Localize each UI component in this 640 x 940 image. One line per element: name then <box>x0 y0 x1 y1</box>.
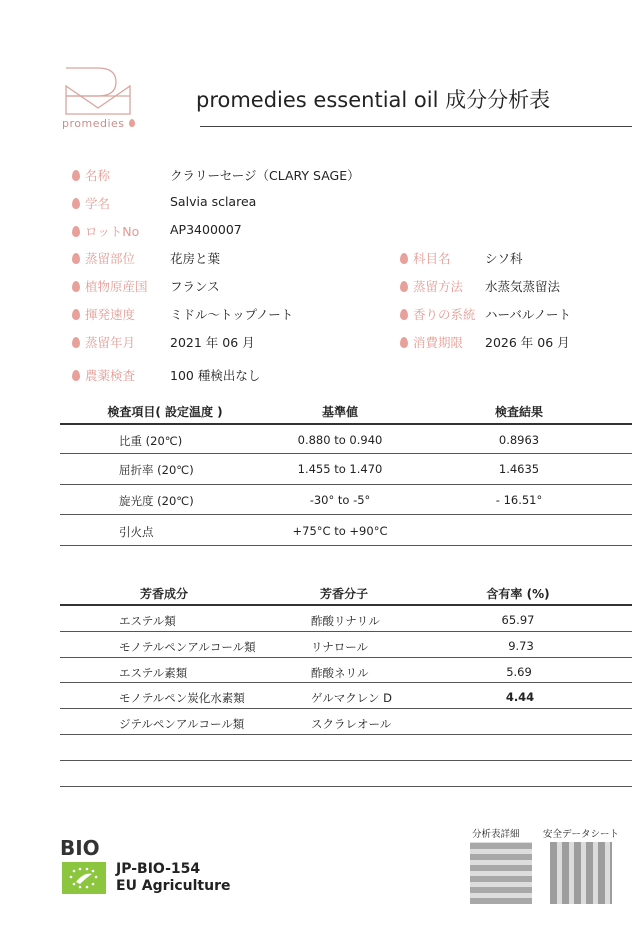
drop-icon <box>72 370 80 381</box>
drop-icon <box>72 198 80 209</box>
field-value-pesticide: 100 種検出なし <box>170 368 261 383</box>
eu-organic-leaf-icon <box>62 862 106 894</box>
table-cell: 1.455 to 1.470 <box>297 462 383 476</box>
table-cell: -30° to -5° <box>309 493 371 507</box>
field-value-name: クラリーセージ（CLARY SAGE） <box>170 168 360 183</box>
table-divider <box>60 514 632 515</box>
field-label-distill-date: 蒸留年月 <box>72 333 135 351</box>
field-label-origin: 植物原産国 <box>72 277 148 295</box>
bio-certification-code <box>116 861 231 895</box>
table-divider <box>60 786 632 787</box>
table-cell: 引火点 <box>119 525 154 539</box>
bio-code: JP-BIO-154 <box>116 861 201 877</box>
inspection-header-result: 検査結果 <box>494 405 544 419</box>
table-cell: 比重 (20℃) <box>119 434 183 448</box>
table-cell: 0.880 to 0.940 <box>297 433 383 447</box>
table-cell: 4.44 <box>505 690 535 704</box>
table-divider <box>60 423 632 425</box>
field-value-method: 水蒸気蒸留法 <box>485 279 561 294</box>
aroma-header-content: 含有率 (%) <box>486 587 550 601</box>
inspection-header-item: 検査項目( 設定温度 ) <box>107 405 223 419</box>
drop-icon <box>400 281 408 292</box>
field-label-family: 科目名 <box>400 249 451 267</box>
field-label-pesticide: 農薬検査 <box>72 366 135 384</box>
table-cell: モノテルペン炭化水素類 <box>119 691 245 705</box>
table-divider <box>60 604 632 606</box>
field-value-lot: AP3400007 <box>170 222 242 237</box>
field-label-name: 名称 <box>72 166 110 184</box>
table-cell: エステル類 <box>119 614 176 628</box>
field-label-lot: ロットNo <box>72 222 139 240</box>
table-divider <box>60 453 632 454</box>
table-cell: 酢酸ネリル <box>311 666 369 680</box>
table-cell: 屈折率 (20℃) <box>119 463 194 477</box>
drop-icon <box>400 309 408 320</box>
title-divider <box>200 126 632 127</box>
drop-icon <box>72 337 80 348</box>
table-divider <box>60 657 632 658</box>
table-divider <box>60 682 632 683</box>
field-value-expiry: 2026 年 06 月 <box>485 335 570 350</box>
drop-icon <box>400 253 408 264</box>
drop-icon <box>72 170 80 181</box>
field-label-method: 蒸留方法 <box>400 277 463 295</box>
qr-label-analysis: 分析表詳細 <box>472 829 520 840</box>
field-label-scientific-name: 学名 <box>72 194 110 212</box>
table-divider <box>60 484 632 485</box>
table-cell: 65.97 <box>501 613 535 627</box>
qr-code-safety-data[interactable] <box>550 842 612 904</box>
table-divider <box>60 734 632 735</box>
field-value-scent-type: ハーバルノート <box>485 307 572 322</box>
brand-logo-text: promedies <box>62 117 140 130</box>
field-label-volatility: 揮発速度 <box>72 305 135 323</box>
drop-icon <box>400 337 408 348</box>
drop-icon <box>129 119 135 127</box>
field-value-scientific-name: Salvia sclarea <box>170 194 257 209</box>
inspection-header-standard: 基準値 <box>321 405 359 419</box>
qr-label-safety-data: 安全データシート <box>543 829 620 840</box>
table-cell: 5.69 <box>506 665 532 679</box>
table-divider <box>60 631 632 632</box>
table-cell: 旋光度 (20℃) <box>119 494 194 508</box>
field-value-part: 花房と葉 <box>170 251 221 266</box>
table-cell: 1.4635 <box>498 462 540 476</box>
table-divider <box>60 545 632 546</box>
table-divider <box>60 708 632 709</box>
table-cell: 0.8963 <box>498 433 540 447</box>
field-value-distill-date: 2021 年 06 月 <box>170 335 255 350</box>
field-label-expiry: 消費期限 <box>400 333 463 351</box>
table-cell: モノテルペンアルコール類 <box>119 640 256 654</box>
field-label-part: 蒸留部位 <box>72 249 135 267</box>
bio-label: BIO <box>60 836 100 860</box>
field-value-origin: フランス <box>170 279 220 294</box>
table-cell: - 16.51° <box>495 493 543 507</box>
bio-region: EU Agriculture <box>116 878 231 894</box>
table-divider <box>60 760 632 761</box>
qr-code-analysis[interactable] <box>470 842 532 904</box>
table-cell: エステル素類 <box>119 666 188 680</box>
table-cell: 酢酸リナリル <box>311 614 380 628</box>
table-cell: スクラレオール <box>311 717 392 731</box>
field-label-scent-type: 香りの系統 <box>400 305 476 323</box>
drop-icon <box>72 309 80 320</box>
field-value-family: シソ科 <box>485 251 523 266</box>
table-cell: リナロール <box>311 640 369 654</box>
drop-icon <box>72 253 80 264</box>
drop-icon <box>72 226 80 237</box>
table-cell: +75°C to +90°C <box>292 524 388 538</box>
table-cell: 9.73 <box>508 639 534 653</box>
table-cell: ジテルペンアルコール類 <box>119 717 245 731</box>
field-value-volatility: ミドル〜トップノート <box>170 307 294 322</box>
page-title: promedies essential oil 成分分析表 <box>196 88 551 112</box>
aroma-header-molecule: 芳香分子 <box>319 587 369 601</box>
aroma-header-component: 芳香成分 <box>139 587 189 601</box>
table-cell: ゲルマクレン D <box>311 691 392 705</box>
drop-icon <box>72 281 80 292</box>
